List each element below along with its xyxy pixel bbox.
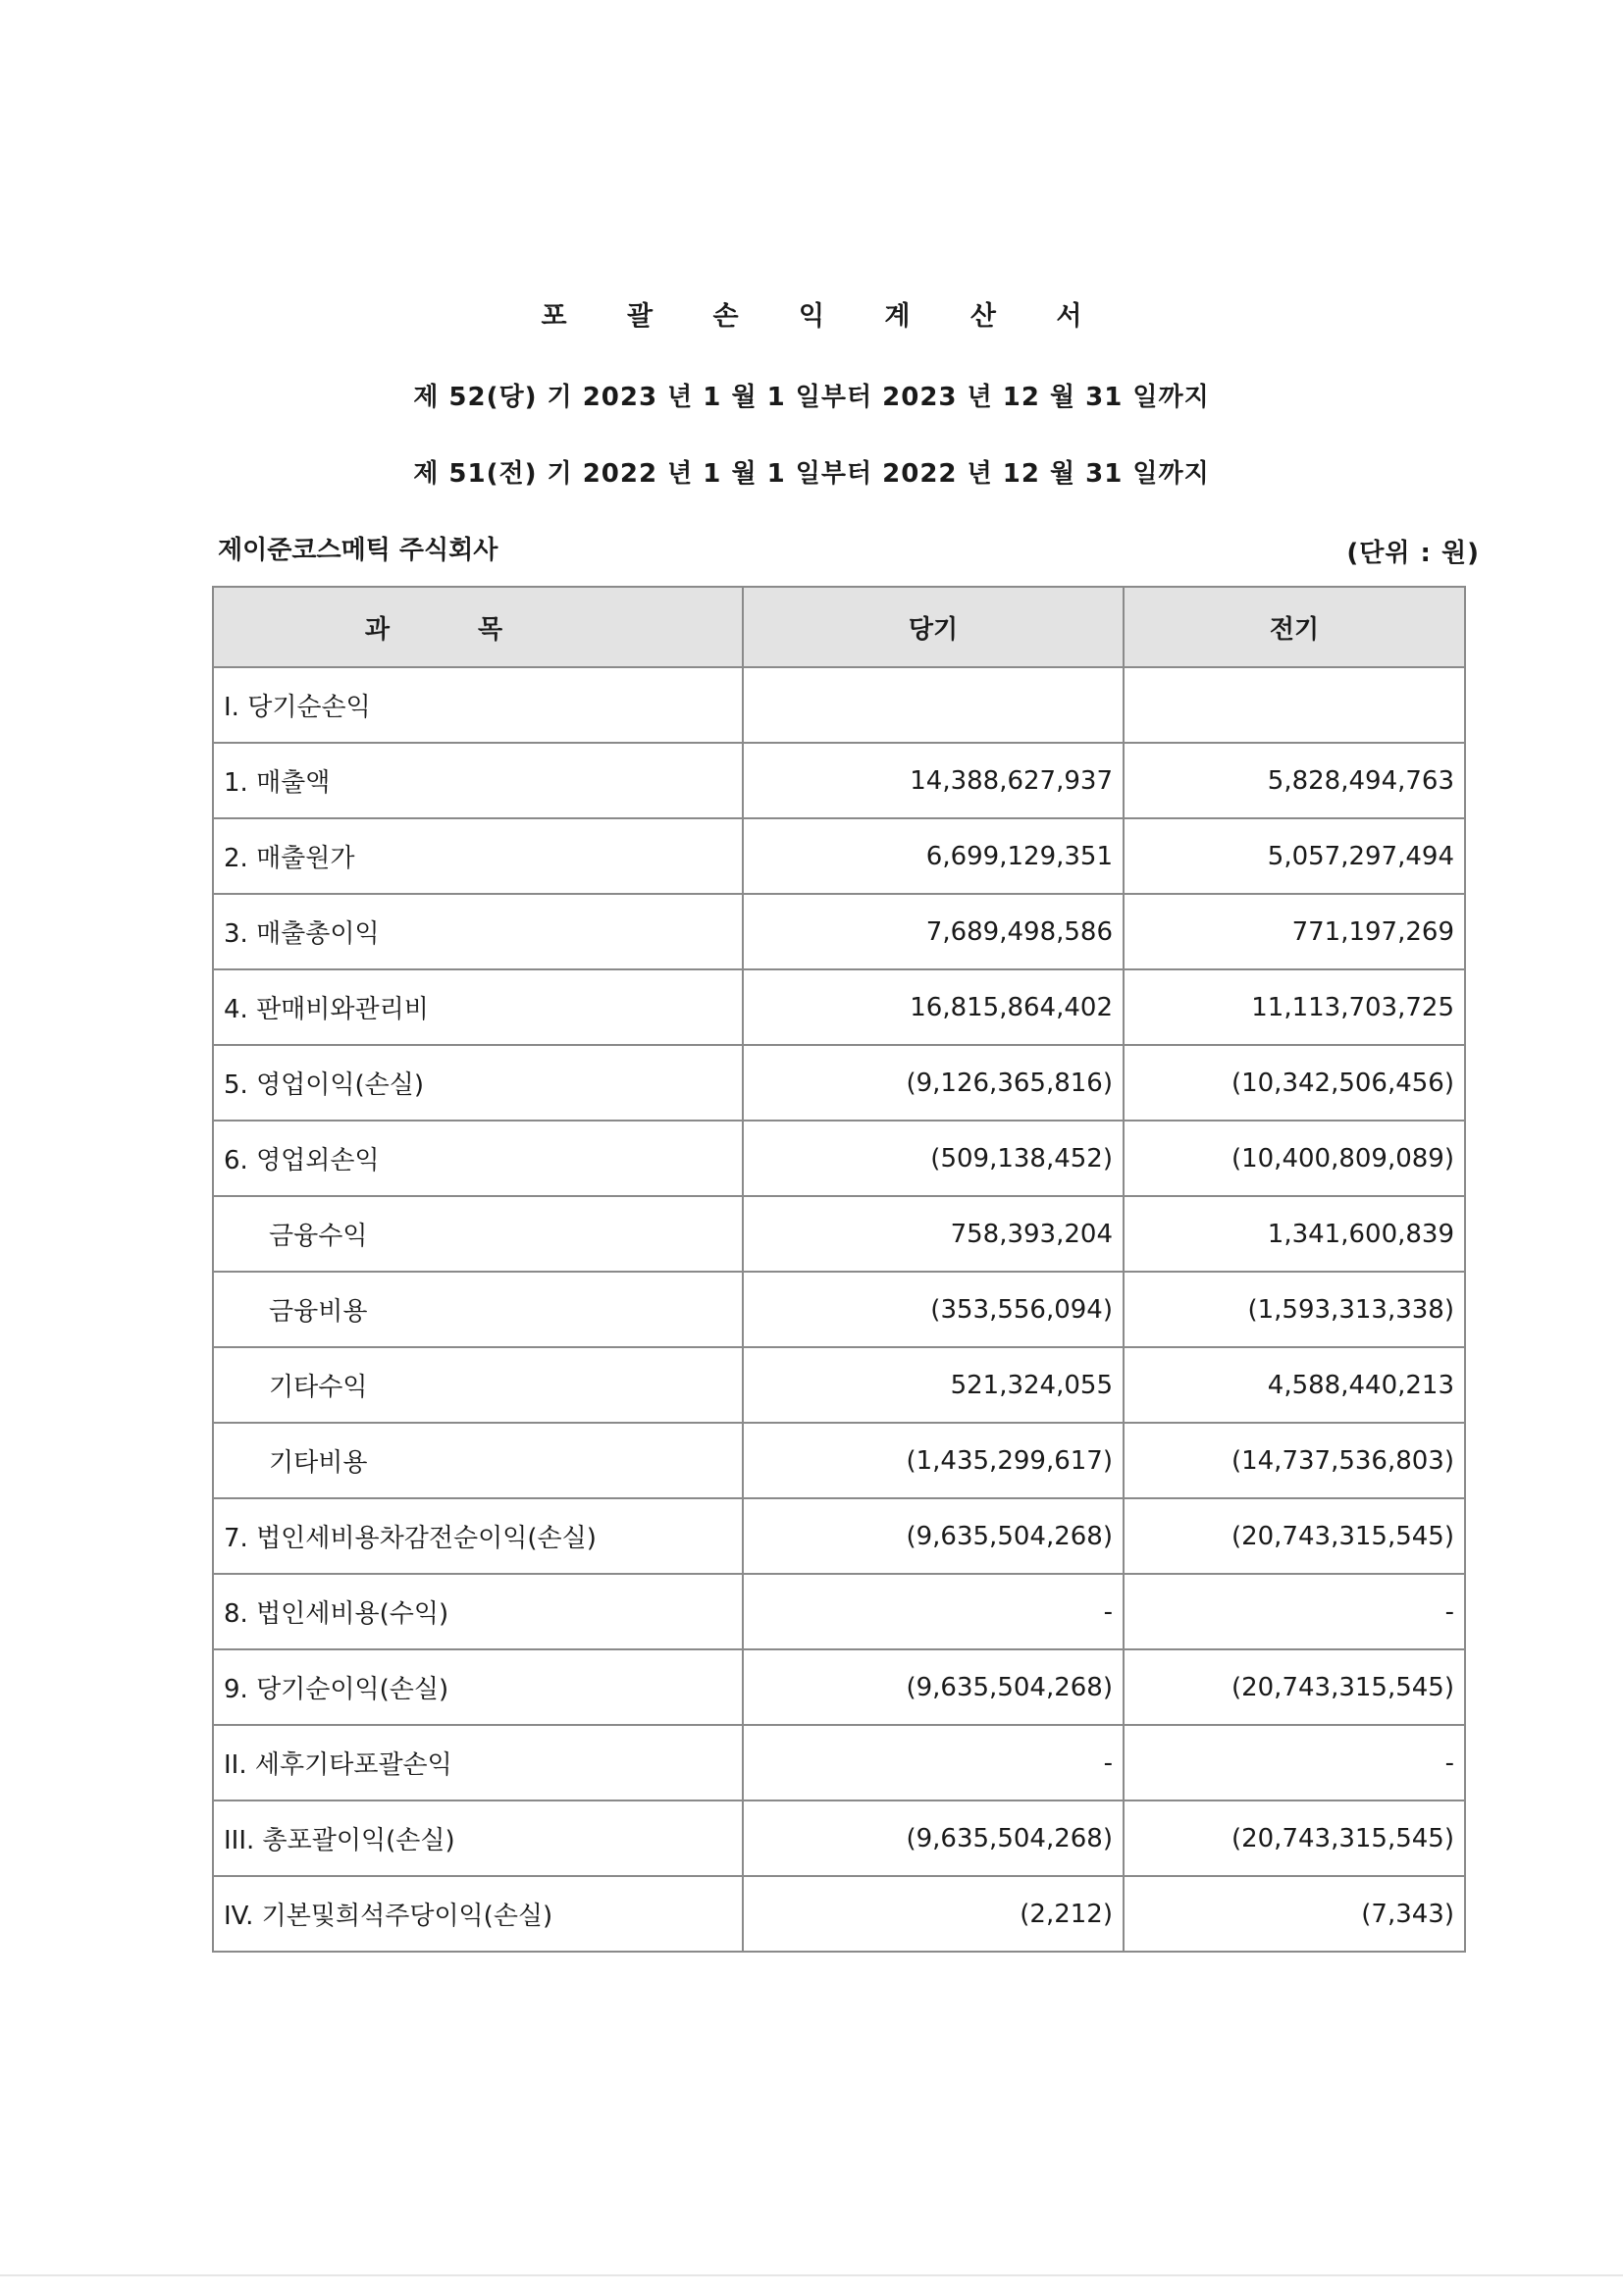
row-current: (9,635,504,268) [743, 1498, 1124, 1574]
row-label: 4. 판매비와관리비 [213, 969, 743, 1045]
row-label: III. 총포괄이익(손실) [213, 1800, 743, 1876]
row-prior: (20,743,315,545) [1124, 1800, 1465, 1876]
table-row [213, 743, 1465, 818]
table-row [213, 1272, 1465, 1347]
row-prior [1124, 667, 1465, 743]
row-prior: 1,341,600,839 [1124, 1196, 1465, 1272]
table-row [213, 1876, 1465, 1952]
scan-edge-divider [0, 2274, 1623, 2276]
row-label: 기타비용 [213, 1423, 743, 1498]
table-row [213, 1121, 1465, 1196]
row-current: 16,815,864,402 [743, 969, 1124, 1045]
row-current: (2,212) [743, 1876, 1124, 1952]
table-row [213, 818, 1465, 894]
table-row [213, 667, 1465, 743]
row-current: (9,635,504,268) [743, 1800, 1124, 1876]
row-prior: (10,400,809,089) [1124, 1121, 1465, 1196]
row-current: (9,635,504,268) [743, 1649, 1124, 1725]
row-label: I. 당기순손익 [213, 667, 743, 743]
row-prior: 11,113,703,725 [1124, 969, 1465, 1045]
row-current: 6,699,129,351 [743, 818, 1124, 894]
row-current: - [743, 1725, 1124, 1800]
table-row [213, 1649, 1465, 1725]
company-name: 제이준코스메틱 주식회사 [218, 536, 498, 565]
table-row [213, 1574, 1465, 1649]
row-label: 2. 매출원가 [213, 818, 743, 894]
row-prior: (1,593,313,338) [1124, 1272, 1465, 1347]
row-label: 금융수익 [213, 1196, 743, 1272]
row-label: 3. 매출총이익 [213, 894, 743, 969]
table-row [213, 1725, 1465, 1800]
row-current: (353,556,094) [743, 1272, 1124, 1347]
row-prior: 5,828,494,763 [1124, 743, 1465, 818]
table-row [213, 1498, 1465, 1574]
row-label: 7. 법인세비용차감전순이익(손실) [213, 1498, 743, 1574]
row-current: (509,138,452) [743, 1121, 1124, 1196]
header-item: 과목 [213, 587, 743, 667]
row-current: (9,126,365,816) [743, 1045, 1124, 1121]
row-prior: - [1124, 1574, 1465, 1649]
row-label: 6. 영업외손익 [213, 1121, 743, 1196]
prior-period: 제 51(전) 기 2022 년 1 월 1 일부터 2022 년 12 월 31 일까지 [413, 459, 1210, 489]
header-prior: 전기 [1124, 587, 1465, 667]
row-current [743, 667, 1124, 743]
row-prior: 4,588,440,213 [1124, 1347, 1465, 1423]
table-row [213, 969, 1465, 1045]
row-current: 14,388,627,937 [743, 743, 1124, 818]
table-row [213, 1423, 1465, 1498]
table-row [213, 1347, 1465, 1423]
row-prior: (20,743,315,545) [1124, 1649, 1465, 1725]
row-label: 1. 매출액 [213, 743, 743, 818]
table-row [213, 1196, 1465, 1272]
row-current: 521,324,055 [743, 1347, 1124, 1423]
row-label: 8. 법인세비용(수익) [213, 1574, 743, 1649]
row-current: (1,435,299,617) [743, 1423, 1124, 1498]
row-label: IV. 기본및희석주당이익(손실) [213, 1876, 743, 1952]
row-current: - [743, 1574, 1124, 1649]
row-label: 5. 영업이익(손실) [213, 1045, 743, 1121]
row-prior: (14,737,536,803) [1124, 1423, 1465, 1498]
row-current: 7,689,498,586 [743, 894, 1124, 969]
table-row [213, 1045, 1465, 1121]
row-prior: (20,743,315,545) [1124, 1498, 1465, 1574]
row-label: 금융비용 [213, 1272, 743, 1347]
row-prior: 5,057,297,494 [1124, 818, 1465, 894]
table-row [213, 894, 1465, 969]
row-label: 9. 당기순이익(손실) [213, 1649, 743, 1725]
row-prior: 771,197,269 [1124, 894, 1465, 969]
row-prior: - [1124, 1725, 1465, 1800]
row-label: II. 세후기타포괄손익 [213, 1725, 743, 1800]
row-current: 758,393,204 [743, 1196, 1124, 1272]
table-header-row [213, 587, 1465, 667]
row-prior: (10,342,506,456) [1124, 1045, 1465, 1121]
currency-unit: (단위 : 원) [1346, 539, 1480, 568]
table-row [213, 1800, 1465, 1876]
statement-title: 포 괄 손 익 계 산 서 [541, 301, 1108, 332]
header-current: 당기 [743, 587, 1124, 667]
income-statement-table [212, 586, 1466, 1953]
row-label: 기타수익 [213, 1347, 743, 1423]
row-prior: (7,343) [1124, 1876, 1465, 1952]
current-period: 제 52(당) 기 2023 년 1 월 1 일부터 2023 년 12 월 31 일까지 [413, 383, 1210, 412]
